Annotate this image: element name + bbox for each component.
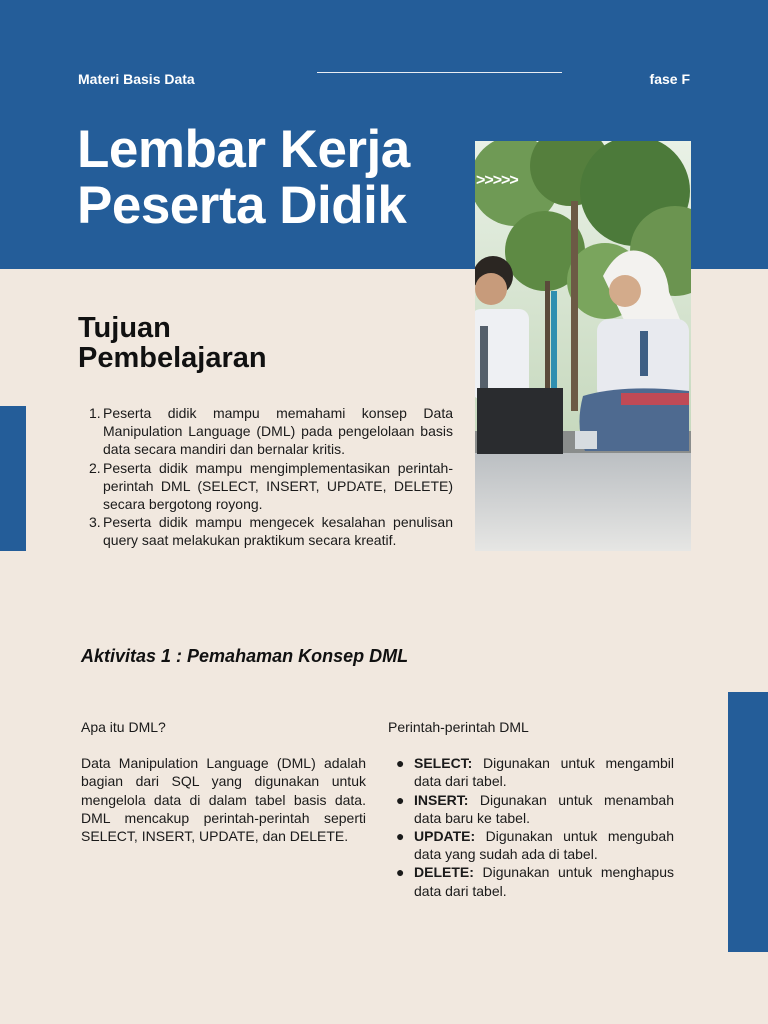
command-name: DELETE:: [414, 864, 483, 881]
list-item-number: 1.: [89, 405, 101, 421]
objectives-heading: [78, 313, 267, 373]
right-accent-bar: [728, 692, 768, 952]
objectives-heading-line2: Pembelajaran: [78, 342, 267, 374]
commands-heading: Perintah-perintah DML: [388, 719, 529, 735]
bullet-icon: ●: [396, 864, 405, 881]
phase-label: fase F: [649, 71, 690, 87]
command-name: INSERT:: [414, 791, 480, 808]
objectives-heading-line1: Tujuan: [78, 312, 171, 344]
list-item: [388, 754, 674, 790]
commands-list: [388, 754, 674, 900]
command-description: Digunakan untuk menghapus data dari tabel.: [414, 864, 674, 899]
definition-paragraph: Data Manipulation Language (DML) adalah bagian dari SQL yang digunakan untuk mengelola data di dalam tabel basis data. DML mencakup perintah-perintah seperti SELECT, INSERT, UPDATE, dan DELETE.: [81, 755, 366, 845]
command-description: Digunakan untuk mengambil data dari tabel.: [414, 755, 674, 790]
list-item-number: 2.: [89, 459, 101, 476]
command-name: UPDATE:: [414, 828, 486, 845]
list-item: [89, 404, 453, 459]
command-name: SELECT:: [414, 755, 483, 772]
dml-commands-column: [388, 718, 674, 900]
list-item: [388, 827, 674, 863]
objectives-list: [89, 404, 453, 550]
page-title-line1: Lembar Kerja: [77, 120, 410, 179]
students-photo: [475, 141, 691, 551]
list-item-text: Peserta didik mampu mengimplementasikan perintah-perintah DML (SELECT, INSERT, UPDATE, DELETE) secara bergotong royong.: [103, 459, 453, 513]
page-title-line2: Peserta Didik: [77, 176, 407, 235]
list-item-text: Peserta didik mampu memahami konsep Data Manipulation Language (DML) pada pengelolaan basis data secara mandiri dan bernalar kritis.: [103, 405, 453, 458]
bullet-icon: ●: [396, 791, 405, 808]
left-accent-bar: [0, 406, 26, 551]
list-item: [89, 459, 453, 514]
definition-question: Apa itu DML?: [81, 719, 166, 735]
list-item: [388, 863, 674, 899]
subject-label: Materi Basis Data: [78, 71, 195, 87]
header-divider: [317, 72, 562, 73]
bullet-icon: ●: [396, 755, 405, 772]
dml-definition-column: [81, 718, 366, 845]
command-description: Digunakan untuk menambah data baru ke tabel.: [414, 791, 674, 826]
list-item-text: Peserta didik mampu mengecek kesalahan penulisan query saat melakukan praktikum secara kreatif.: [103, 514, 453, 549]
command-description: Digunakan untuk mengubah data yang sudah ada di tabel.: [414, 828, 674, 863]
page-title: [77, 122, 410, 234]
list-item: [388, 791, 674, 827]
list-item-number: 3.: [89, 514, 101, 531]
chevron-arrows-icon: >>>>>: [476, 172, 518, 189]
activity-heading: Aktivitas 1 : Pemahaman Konsep DML: [81, 646, 409, 666]
bullet-icon: ●: [396, 828, 405, 845]
list-item: [89, 513, 453, 549]
